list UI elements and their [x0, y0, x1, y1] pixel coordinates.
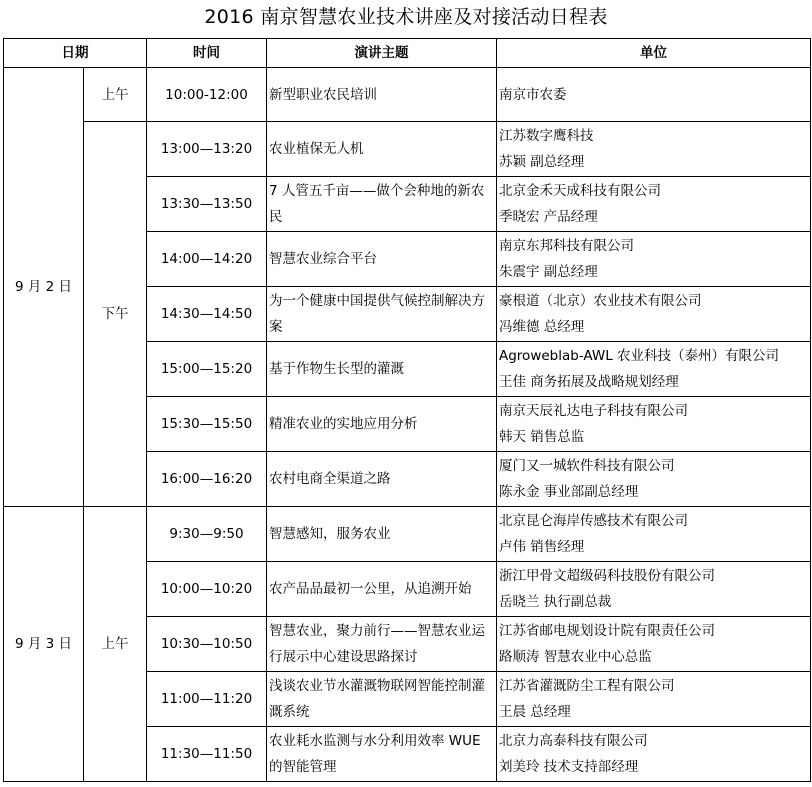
topic-cell: [267, 617, 497, 672]
unit-person: 冯维德 总经理: [499, 319, 585, 335]
unit-org: 南京市农委: [499, 86, 567, 103]
unit-org: 豪根道（北京）农业技术有限公司: [499, 293, 702, 309]
time-cell: 15:30—15:50: [147, 397, 267, 452]
header-unit: 单位: [497, 39, 811, 68]
topic-text: 7 人管五千亩——做个会种地的新农民: [269, 183, 485, 225]
time-cell: 13:00—13:20: [147, 122, 267, 177]
topic-cell: [267, 452, 497, 507]
topic-cell: [267, 68, 497, 122]
time-cell: 14:30—14:50: [147, 287, 267, 342]
period-cell: 上午: [84, 507, 147, 782]
schedule-table: [3, 38, 811, 782]
topic-cell: [267, 122, 497, 177]
unit-cell: [497, 177, 811, 232]
unit-person: 苏颖 副总经理: [499, 154, 585, 170]
time-cell: 14:00—14:20: [147, 232, 267, 287]
header-time: 时间: [147, 39, 267, 68]
topic-text: 农业耗水监测与水分利用效率 WUE 的智能管理: [269, 733, 481, 775]
unit-person: 朱震宇 副总经理: [499, 264, 598, 280]
unit-cell: [497, 727, 811, 782]
topic-cell: [267, 507, 497, 562]
topic-text: 农业植保无人机: [269, 141, 364, 157]
unit-org: 北京昆仑海岸传感技术有限公司: [499, 513, 688, 529]
unit-org: 江苏省灌溉防尘工程有限公司: [499, 678, 675, 694]
unit-person: 王晨 总经理: [499, 704, 571, 720]
time-cell: 10:00-12:00: [147, 68, 267, 122]
topic-cell: [267, 342, 497, 397]
unit-org: 北京力高泰科技有限公司: [499, 733, 648, 749]
topic-text: 农村电商全渠道之路: [269, 471, 391, 487]
period-cell: 上午: [84, 68, 147, 122]
table-row: [4, 122, 811, 177]
unit-cell: [497, 287, 811, 342]
topic-text: 新型职业农民培训: [269, 86, 377, 103]
topic-text: 为一个健康中国提供气候控制解决方案: [269, 293, 485, 335]
unit-cell: [497, 122, 811, 177]
unit-cell: [497, 342, 811, 397]
unit-org: 浙江甲骨文超级码科技股份有限公司: [499, 568, 715, 584]
time-cell: 10:30—10:50: [147, 617, 267, 672]
topic-cell: [267, 672, 497, 727]
unit-cell: [497, 452, 811, 507]
unit-org: 南京东邦科技有限公司: [499, 238, 634, 254]
topic-text: 智慧农业，聚力前行——智慧农业运行展示中心建设思路探讨: [269, 623, 485, 665]
unit-cell: [497, 617, 811, 672]
unit-org: Agroweblab-AWL 农业科技（泰州）有限公司: [499, 348, 780, 364]
time-cell: 13:30—13:50: [147, 177, 267, 232]
period-cell: 下午: [84, 122, 147, 507]
table-header-row: [4, 39, 811, 68]
topic-cell: [267, 232, 497, 287]
topic-text: 智慧农业综合平台: [269, 251, 377, 267]
unit-person: 卢伟 销售经理: [499, 539, 585, 555]
topic-text: 精准农业的实地应用分析: [269, 416, 418, 432]
topic-cell: [267, 287, 497, 342]
topic-cell: [267, 727, 497, 782]
topic-cell: [267, 562, 497, 617]
date-cell: 9 月 3 日: [4, 507, 84, 782]
unit-org: 南京天辰礼达电子科技有限公司: [499, 403, 688, 419]
time-cell: 11:00—11:20: [147, 672, 267, 727]
unit-org: 厦门又一城软件科技有限公司: [499, 458, 675, 474]
unit-person: 岳晓兰 执行副总裁: [499, 594, 612, 610]
unit-cell: [497, 672, 811, 727]
topic-text: 浅谈农业节水灌溉物联网智能控制灌溉系统: [269, 678, 485, 720]
time-cell: 11:30—11:50: [147, 727, 267, 782]
unit-cell: [497, 562, 811, 617]
unit-cell: [497, 507, 811, 562]
unit-cell: [497, 68, 811, 122]
time-cell: 15:00—15:20: [147, 342, 267, 397]
time-cell: 16:00—16:20: [147, 452, 267, 507]
topic-text: 农产品品最初一公里，从追溯开始: [269, 581, 472, 597]
table-row: [4, 507, 811, 562]
time-cell: 10:00—10:20: [147, 562, 267, 617]
unit-person: 刘美玲 技术支持部经理: [499, 759, 639, 775]
topic-cell: [267, 177, 497, 232]
topic-cell: [267, 397, 497, 452]
unit-org: 江苏数字鹰科技: [499, 128, 594, 144]
topic-text: 智慧感知，服务农业: [269, 526, 391, 542]
unit-person: 韩天 销售总监: [499, 429, 585, 445]
unit-org: 江苏省邮电规划设计院有限责任公司: [499, 623, 715, 639]
unit-person: 路顺涛 智慧农业中心总监: [499, 649, 652, 665]
unit-org: 北京金禾天成科技有限公司: [499, 183, 661, 199]
page-title: 2016 南京智慧农业技术讲座及对接活动日程表: [204, 6, 608, 28]
unit-person: 陈永金 事业部副总经理: [499, 484, 639, 500]
table-row: [4, 68, 811, 122]
unit-person: 季晓宏 产品经理: [499, 209, 598, 225]
unit-cell: [497, 397, 811, 452]
topic-text: 基于作物生长型的灌溉: [269, 361, 404, 377]
header-date: 日期: [4, 39, 147, 68]
header-topic: 演讲主题: [267, 39, 497, 68]
unit-person: 王佳 商务拓展及战略规划经理: [499, 374, 679, 390]
time-cell: 9:30—9:50: [147, 507, 267, 562]
date-cell: 9 月 2 日: [4, 68, 84, 507]
unit-cell: [497, 232, 811, 287]
